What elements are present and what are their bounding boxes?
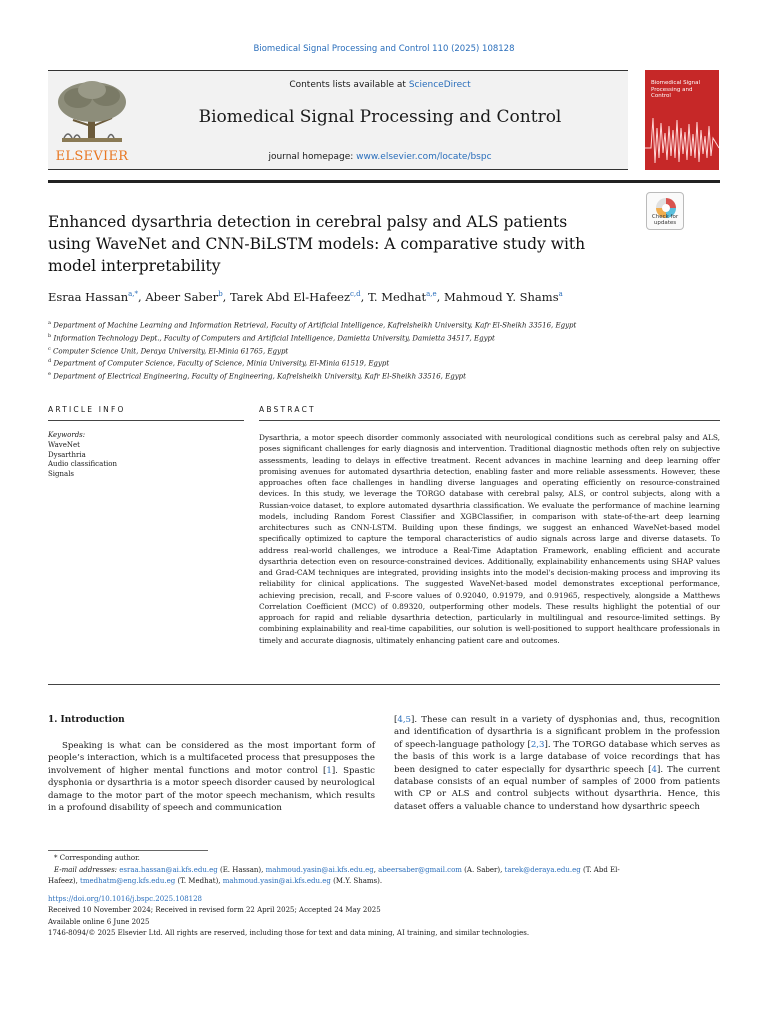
- email-link[interactable]: tarek@deraya.edu.eg: [504, 865, 581, 874]
- intro-text: ]. The current database consists of an equal number of samples of 2000 from patients with CP or ALS and control subjects without dysarthria. Hence, this dataset offers a valuable chance to understand how dysarthric speech: [394, 764, 720, 812]
- footnote-rule: [48, 850, 208, 851]
- crossmark-label-line2: updates: [653, 220, 677, 226]
- abstract-bottom-rule: [48, 684, 720, 685]
- keyword-item: Audio classification: [48, 460, 118, 469]
- intro-text: [: [394, 715, 398, 725]
- affiliation-text: Department of Machine Learning and Information Retrieval, Faculty of Artificial Intelligence, Kafrelsheikh University, Kafr El-Sheikh 33516, Egypt: [53, 321, 577, 330]
- email-link[interactable]: mahmoud.yasin@ai.kfs.edu.eg: [222, 877, 331, 885]
- email-separator: ,: [373, 865, 379, 874]
- doi-link[interactable]: https://doi.org/10.1016/j.bspc.2025.108128: [48, 894, 203, 903]
- article-info-rule: [48, 420, 244, 421]
- author-name: T. Medhat: [367, 290, 427, 304]
- author-affiliation-marker[interactable]: c,d: [350, 290, 361, 299]
- author-affiliation-marker[interactable]: a,e: [426, 290, 437, 299]
- keyword-item: Signals: [48, 470, 75, 479]
- journal-cover-thumbnail[interactable]: [645, 70, 719, 170]
- article-info-heading: ARTICLE INFO: [48, 405, 126, 414]
- keywords-label: Keywords:: [48, 431, 86, 439]
- introduction-column-left: [48, 740, 375, 814]
- email-addresses: [48, 865, 720, 877]
- author-name: Esraa Hassan: [48, 290, 129, 304]
- homepage-link[interactable]: www.elsevier.com/locate/bspc: [356, 152, 492, 162]
- email-link[interactable]: abeersaber@gmail.com: [378, 865, 462, 874]
- author-affiliation-marker[interactable]: b: [218, 290, 223, 299]
- author-name: Tarek Abd El-Hafeez: [229, 290, 350, 304]
- intro-text: ]. These can result in a variety of dysphonias and, thus, recognition and identification of dysarthria is a significant problem in the profession of speech-language pathology [: [394, 715, 720, 750]
- corresponding-author-note: * Corresponding author.: [54, 854, 140, 862]
- email-link[interactable]: mahmoud.yasin@ai.kfs.edu.eg: [265, 865, 374, 874]
- affiliation-marker: c: [48, 345, 51, 352]
- crossmark-label-line1: Check for: [651, 214, 679, 220]
- author-affiliation-marker[interactable]: a,*: [128, 290, 139, 299]
- affiliation-marker: e: [48, 371, 51, 378]
- elsevier-logo: [48, 76, 136, 164]
- email-owner: (M.Y. Shams).: [330, 877, 383, 885]
- citation-link[interactable]: 1: [326, 765, 332, 776]
- crossmark-badge[interactable]: [646, 192, 684, 230]
- paper-title: Enhanced dysarthria detection in cerebral palsy and ALS patients using WaveNet and CNN-BiLSTM models: A comparative study with model interpretability: [48, 213, 586, 275]
- homepage-prefix: journal homepage:: [268, 152, 357, 162]
- abstract-heading: ABSTRACT: [259, 405, 316, 414]
- email-owner: Hafeez),: [48, 877, 81, 885]
- affiliation-item: [48, 318, 720, 331]
- affiliation-text: Department of Electrical Engineering, Faculty of Engineering, Kafrelsheikh University, Kafr El-Sheikh 33516, Egypt: [53, 372, 466, 381]
- affiliation-item: [48, 369, 720, 382]
- doi-line: [48, 894, 720, 906]
- citation-link[interactable]: 2,3: [530, 739, 545, 750]
- affiliation-text: Department of Computer Science, Faculty of Science, Minia University, El-Minia 61519, Egypt: [53, 359, 390, 368]
- citation-link[interactable]: 4,5: [397, 715, 412, 725]
- affiliation-item: [48, 356, 720, 369]
- email-owner: (T. Abd El-: [580, 865, 620, 874]
- email-owner: (E. Hassan),: [217, 865, 266, 874]
- email-owner: (A. Saber),: [461, 865, 505, 874]
- elsevier-wordmark: ELSEVIER: [55, 149, 129, 164]
- affiliation-item: [48, 331, 720, 344]
- keyword-item: WaveNet: [48, 440, 80, 449]
- author-affiliation-marker[interactable]: a: [558, 290, 563, 299]
- introduction-column-right: [394, 714, 720, 813]
- author-name: Abeer Saber: [145, 290, 219, 304]
- affiliation-marker: b: [48, 332, 52, 339]
- email-link[interactable]: tmedhatm@eng.kfs.edu.eg: [80, 877, 176, 885]
- keyword-item: Dysarthria: [48, 450, 86, 459]
- affiliation-marker: d: [48, 358, 52, 365]
- journal-homepage: [140, 152, 620, 162]
- contents-availability: [140, 80, 620, 90]
- affiliation-text: Information Technology Dept., Faculty of Computers and Artificial Intelligence, Damietta University, Damietta 34517, Egypt: [53, 334, 495, 343]
- email-owner: (T. Medhat),: [175, 877, 223, 885]
- keywords-block: [48, 431, 244, 480]
- abstract-body: Dysarthria, a motor speech disorder commonly associated with neurological conditions such as cerebral palsy and ALS, poses significant challenges for early diagnosis and intervention. Traditional diagnostic methods often rely on subjective assessments, leading to delays in effective treatment. Recent advances in machine learning and deep learning offer promising avenues for automated dysarthria detection, enabling faster and more reliable assessments. However, these approaches often face challenges in handling diverse languages and operating efficiently on resource-constrained devices. In this study, we leverage the TORGO database with cerebral palsy, ALS, or control subjects, along with a Russian-voice dataset, to explore automated dysarthria classification. We evaluate the performance of machine learning models, including Random Forest Classifier and XGBClassifier, in comparison with state-of-the-art deep learning architectures such as CNN-LSTM. Building upon these findings, we suggest an enhanced WaveNet-based model specifically optimized to capture the temporal characteristics of audio signals across large and diverse datasets. To address real-world challenges, we introduce a Real-Time Adaptation Framework, enabling efficient and accurate dysarthria detection even on resource-constrained devices. Additionally, explainability enhancements using SHAP values and Grad-CAM techniques are integrated, providing insights into the model's decision-making process and improving its reliability for clinical applications. The suggested WaveNet-based model demonstrates exceptional performance, achieving precision, recall, and F-score values of 0.92040, 0.91979, and 0.91965, respectively, alongside a Matthews Correlation Coefficient (MCC) of 0.89320, outperforming other models. These results highlight the potential of our approach for rapid and reliable dysarthria detection, particularly in multilingual and resource-limited settings. By combining explainability and real-time capabilities, our solution is well-positioned to support healthcare professionals in timely and accurate diagnosis, ultimately enhancing patient care and outcomes.: [259, 433, 720, 645]
- email-addresses-cont: [48, 876, 720, 888]
- available-online: Available online 6 June 2025: [48, 917, 150, 926]
- journal-title: Biomedical Signal Processing and Control: [198, 107, 562, 127]
- cover-waveform-graphic: [645, 108, 719, 170]
- affiliation-list: [48, 318, 720, 382]
- emails-label: E-mail addresses:: [54, 865, 118, 874]
- received-dates: Received 10 November 2024; Received in revised form 22 April 2025; Accepted 24 May 2025: [48, 906, 381, 914]
- contents-prefix: Contents lists available at: [289, 80, 409, 90]
- email-link[interactable]: esraa.hassan@ai.kfs.edu.eg: [119, 865, 218, 874]
- introduction-heading: 1. Introduction: [48, 715, 125, 725]
- citation-link[interactable]: 4: [651, 764, 657, 775]
- author-name: Mahmoud Y. Shams: [443, 290, 559, 304]
- affiliation-item: [48, 344, 720, 357]
- intro-text: Speaking is what can be considered as the most important form of people’s interaction, which is a multifaceted process that presupposes the involvement of higher mental functions and motor control [: [48, 741, 375, 776]
- intro-text: ]. The TORGO database which serves as the basis of this work is a large database of voice recordings that has been designed to cater especially for dysarthric speech [: [394, 739, 720, 775]
- author-list: Esraa Hassan$^{a,*}$, Abeer Saber$^b$, Tarek Abd El-Hafeez$^{c,d}$, T. Medhat$^{a,e}$, Mahmoud Y. Shams$^a$: [48, 290, 563, 304]
- affiliation-text: Computer Science Unit, Deraya University, El-Minia 61765, Egypt: [53, 346, 289, 355]
- journal-reference[interactable]: Biomedical Signal Processing and Control 110 (2025) 108128: [253, 44, 515, 54]
- copyright-notice: 1746-8094/© 2025 Elsevier Ltd. All rights are reserved, including those for text and data mining, AI training, and similar technologies.: [48, 929, 530, 937]
- abstract-rule: [259, 420, 720, 421]
- intro-text: ]. Spastic dysphonia or dysarthria is a motor speech disorder caused by neurological damage to the motor part of the motor speech mechanism, which results in a profound disability of speech and communication: [48, 765, 375, 814]
- header-rule: [48, 180, 720, 183]
- crossmark-label: [647, 214, 683, 226]
- cover-title: Biomedical Signal Processing and Control: [651, 80, 700, 99]
- affiliation-marker: a: [48, 320, 51, 326]
- footnotes: [48, 853, 720, 940]
- sciencedirect-link[interactable]: ScienceDirect: [408, 80, 471, 90]
